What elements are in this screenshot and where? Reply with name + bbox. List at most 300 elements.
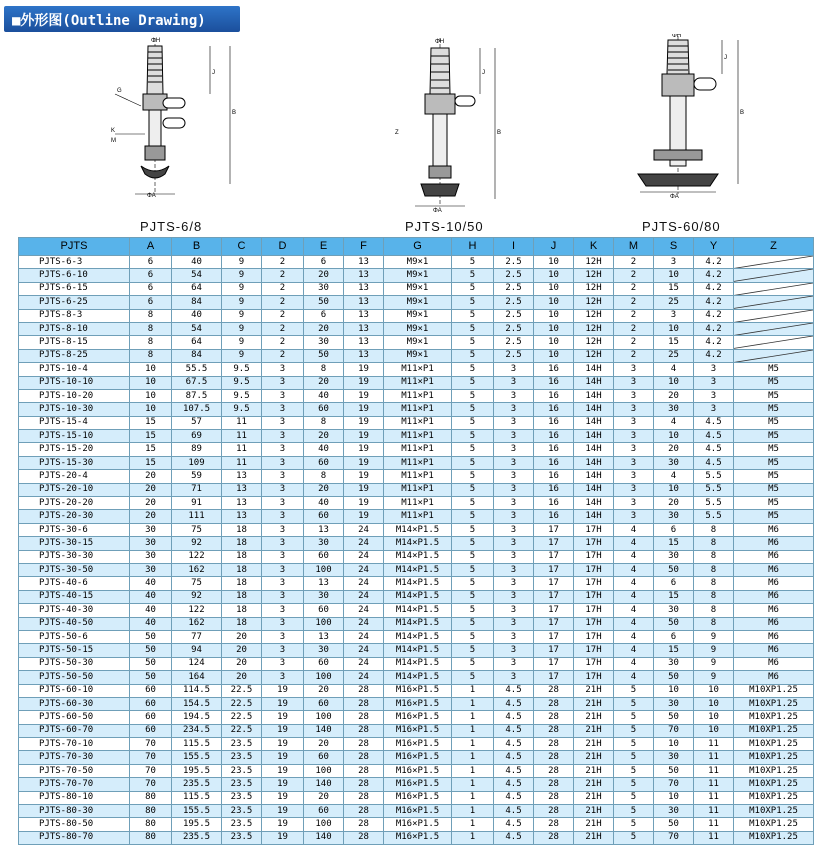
model-cell: PJTS-30-30 — [19, 550, 130, 563]
table-cell: 13 — [222, 470, 262, 483]
model-cell: PJTS-60-70 — [19, 724, 130, 737]
table-cell: M16×P1.5 — [384, 805, 452, 818]
table-cell: 30 — [304, 336, 344, 349]
model-cell: PJTS-60-10 — [19, 684, 130, 697]
model-cell: PJTS-15-30 — [19, 456, 130, 469]
table-cell: 107.5 — [172, 403, 222, 416]
table-cell: 87.5 — [172, 389, 222, 402]
table-cell: 3 — [262, 604, 304, 617]
table-cell: 3 — [494, 389, 534, 402]
table-cell: M11×P1 — [384, 363, 452, 376]
table-cell: 162 — [172, 617, 222, 630]
table-cell: 13 — [304, 630, 344, 643]
table-cell: 19 — [262, 697, 304, 710]
model-cell: PJTS-10-30 — [19, 403, 130, 416]
model-cell: PJTS-30-6 — [19, 523, 130, 536]
table-cell: 19 — [262, 711, 304, 724]
table-cell: 4.2 — [694, 349, 734, 362]
table-cell: 6 — [654, 577, 694, 590]
table-cell: 12H — [574, 269, 614, 282]
model-cell: PJTS-6-3 — [19, 256, 130, 269]
table-cell: 40 — [304, 497, 344, 510]
table-cell: 70 — [130, 751, 172, 764]
table-cell: 8 — [694, 604, 734, 617]
table-cell: M6 — [734, 630, 814, 643]
table-cell: 16 — [534, 403, 574, 416]
table-cell: 8 — [694, 523, 734, 536]
table-cell: 8 — [304, 470, 344, 483]
table-cell: 24 — [344, 590, 384, 603]
table-cell: 14H — [574, 456, 614, 469]
table-cell: 20 — [304, 791, 344, 804]
table-cell: 4 — [614, 537, 654, 550]
table-cell: 8 — [130, 349, 172, 362]
table-cell: 10 — [534, 256, 574, 269]
table-cell: 19 — [262, 764, 304, 777]
table-cell: 3 — [494, 510, 534, 523]
table-cell: 14H — [574, 430, 614, 443]
table-cell: 9 — [694, 671, 734, 684]
table-cell: 57 — [172, 416, 222, 429]
table-cell: 4.5 — [694, 430, 734, 443]
table-cell: 40 — [304, 443, 344, 456]
table-cell: 235.5 — [172, 831, 222, 844]
table-cell: 18 — [222, 617, 262, 630]
table-cell: 60 — [304, 550, 344, 563]
table-cell: 3 — [614, 483, 654, 496]
table-cell: 60 — [304, 697, 344, 710]
table-cell: 10 — [694, 697, 734, 710]
table-cell: 3 — [262, 456, 304, 469]
table-cell: 3 — [262, 617, 304, 630]
table-cell: 2 — [262, 322, 304, 335]
table-cell: 14H — [574, 483, 614, 496]
table-cell: 30 — [654, 403, 694, 416]
table-cell: 3 — [494, 617, 534, 630]
table-cell: 14H — [574, 443, 614, 456]
svg-text:ΦH: ΦH — [672, 34, 682, 39]
table-cell: 4.2 — [694, 282, 734, 295]
table-cell: 75 — [172, 523, 222, 536]
table-cell: 13 — [344, 282, 384, 295]
table-cell: 3 — [494, 630, 534, 643]
table-cell — [734, 256, 814, 269]
table-cell: 40 — [130, 590, 172, 603]
model-cell: PJTS-40-15 — [19, 590, 130, 603]
table-cell: 13 — [304, 577, 344, 590]
table-cell: 17H — [574, 671, 614, 684]
table-cell: 4.2 — [694, 322, 734, 335]
section-title: ■外形图(Outline Drawing) — [12, 13, 206, 29]
table-cell: 5 — [614, 724, 654, 737]
table-cell: 10 — [130, 403, 172, 416]
table-cell: 80 — [130, 818, 172, 831]
table-cell: M5 — [734, 363, 814, 376]
table-cell: 13 — [344, 309, 384, 322]
table-cell: 3 — [262, 430, 304, 443]
table-cell: 3 — [614, 430, 654, 443]
table-row — [19, 630, 814, 643]
table-cell: 28 — [344, 764, 384, 777]
table-cell: 4 — [614, 577, 654, 590]
table-cell: 19 — [262, 831, 304, 844]
table-cell: M10XP1.25 — [734, 738, 814, 751]
table-cell: 140 — [304, 831, 344, 844]
table-cell: 19 — [344, 456, 384, 469]
na-slash — [734, 323, 813, 335]
table-cell: 10 — [534, 309, 574, 322]
table-cell: 3 — [262, 644, 304, 657]
model-cell: PJTS-50-6 — [19, 630, 130, 643]
table-cell: 10 — [534, 322, 574, 335]
table-cell: 28 — [344, 738, 384, 751]
table-cell: 12H — [574, 309, 614, 322]
table-cell: M9×1 — [384, 309, 452, 322]
table-cell: 4.2 — [694, 336, 734, 349]
model-cell: PJTS-8-15 — [19, 336, 130, 349]
model-cell: PJTS-40-30 — [19, 604, 130, 617]
table-cell: 9 — [694, 657, 734, 670]
table-cell: 16 — [534, 443, 574, 456]
table-cell: 2 — [262, 309, 304, 322]
column-header: C — [222, 238, 262, 256]
table-cell: M5 — [734, 403, 814, 416]
table-cell: M10XP1.25 — [734, 711, 814, 724]
table-cell: 2.5 — [494, 256, 534, 269]
table-cell: 4 — [614, 590, 654, 603]
table-cell: 4.5 — [494, 831, 534, 844]
table-cell: 24 — [344, 644, 384, 657]
table-row — [19, 563, 814, 576]
table-cell: 16 — [534, 483, 574, 496]
na-slash — [734, 310, 813, 322]
table-cell: 17H — [574, 577, 614, 590]
table-cell: 15 — [130, 443, 172, 456]
table-cell: 11 — [222, 456, 262, 469]
table-cell: 70 — [654, 831, 694, 844]
model-cell: PJTS-20-4 — [19, 470, 130, 483]
table-cell: 3 — [654, 256, 694, 269]
table-cell: 3 — [614, 456, 654, 469]
table-cell: 3 — [654, 309, 694, 322]
table-cell: 10 — [654, 376, 694, 389]
table-row — [19, 363, 814, 376]
table-cell: 5 — [452, 657, 494, 670]
table-cell: 19 — [344, 430, 384, 443]
table-cell: M14×P1.5 — [384, 577, 452, 590]
table-cell: 28 — [344, 818, 384, 831]
table-cell: 24 — [344, 604, 384, 617]
table-cell: 5 — [452, 510, 494, 523]
model-cell: PJTS-20-10 — [19, 483, 130, 496]
table-cell: 17H — [574, 644, 614, 657]
svg-text:J: J — [724, 55, 727, 61]
table-cell: 10 — [654, 738, 694, 751]
table-cell: 14H — [574, 403, 614, 416]
table-cell: 16 — [534, 497, 574, 510]
table-cell: 50 — [654, 617, 694, 630]
column-header: G — [384, 238, 452, 256]
table-cell: 10 — [694, 724, 734, 737]
table-cell: M10XP1.25 — [734, 805, 814, 818]
table-cell: 11 — [694, 751, 734, 764]
table-cell: 20 — [304, 430, 344, 443]
table-cell: M9×1 — [384, 336, 452, 349]
table-cell: 15 — [130, 430, 172, 443]
table-cell: 3 — [494, 430, 534, 443]
table-cell: 3 — [694, 376, 734, 389]
table-row — [19, 657, 814, 670]
table-row — [19, 697, 814, 710]
table-cell: 3 — [262, 497, 304, 510]
table-cell: 2 — [262, 282, 304, 295]
table-cell: 4 — [614, 657, 654, 670]
table-cell: 60 — [304, 805, 344, 818]
table-cell: 3 — [494, 416, 534, 429]
table-cell: 19 — [262, 818, 304, 831]
model-cell: PJTS-60-30 — [19, 697, 130, 710]
table-cell: 9 — [222, 296, 262, 309]
table-cell: 8 — [694, 537, 734, 550]
model-cell: PJTS-80-70 — [19, 831, 130, 844]
table-cell: 28 — [534, 724, 574, 737]
table-cell: 21H — [574, 697, 614, 710]
table-cell: 40 — [172, 256, 222, 269]
column-header: D — [262, 238, 304, 256]
table-cell — [734, 336, 814, 349]
caption-pjts-10-50: PJTS-10/50 — [405, 219, 484, 234]
table-cell: 24 — [344, 550, 384, 563]
model-cell: PJTS-50-30 — [19, 657, 130, 670]
model-cell: PJTS-20-30 — [19, 510, 130, 523]
table-cell: 28 — [344, 831, 384, 844]
table-cell: 5 — [452, 523, 494, 536]
drawing-pjts-60-80 — [620, 34, 760, 199]
table-cell: 5 — [614, 697, 654, 710]
table-cell: 21H — [574, 684, 614, 697]
table-cell: 5.5 — [694, 497, 734, 510]
table-cell: 40 — [130, 617, 172, 630]
table-cell: M6 — [734, 577, 814, 590]
table-cell: 18 — [222, 563, 262, 576]
column-header: K — [574, 238, 614, 256]
table-cell: 2 — [614, 336, 654, 349]
table-cell: 10 — [694, 711, 734, 724]
table-cell: 5 — [452, 376, 494, 389]
table-cell: 20 — [222, 644, 262, 657]
table-cell: M6 — [734, 617, 814, 630]
table-cell: M16×P1.5 — [384, 697, 452, 710]
table-cell: 1 — [452, 778, 494, 791]
table-cell: 3 — [494, 363, 534, 376]
table-cell: 21H — [574, 751, 614, 764]
table-cell — [734, 349, 814, 362]
table-cell: 5 — [452, 604, 494, 617]
table-row — [19, 831, 814, 844]
table-cell: 9 — [694, 630, 734, 643]
table-cell: 21H — [574, 831, 614, 844]
table-cell: 23.5 — [222, 818, 262, 831]
svg-text:B: B — [497, 130, 502, 136]
table-cell: 195.5 — [172, 764, 222, 777]
drawing-pjts-6-8 — [105, 34, 245, 199]
table-cell: 11 — [222, 416, 262, 429]
model-cell: PJTS-80-30 — [19, 805, 130, 818]
model-cell: PJTS-20-20 — [19, 497, 130, 510]
model-cell: PJTS-50-50 — [19, 671, 130, 684]
table-cell: 1 — [452, 711, 494, 724]
table-cell: 2 — [614, 309, 654, 322]
model-cell: PJTS-70-30 — [19, 751, 130, 764]
table-cell: 12H — [574, 349, 614, 362]
table-cell: 100 — [304, 818, 344, 831]
table-cell: 3 — [694, 389, 734, 402]
table-cell: 15 — [654, 644, 694, 657]
table-cell: 11 — [222, 443, 262, 456]
table-cell: 4 — [614, 617, 654, 630]
model-cell: PJTS-50-15 — [19, 644, 130, 657]
table-cell: 11 — [694, 831, 734, 844]
table-cell: 3 — [494, 403, 534, 416]
table-cell: 30 — [304, 537, 344, 550]
table-cell: 2.5 — [494, 309, 534, 322]
table-cell: 20 — [130, 497, 172, 510]
table-cell: M14×P1.5 — [384, 657, 452, 670]
table-cell: 4.5 — [494, 791, 534, 804]
table-cell: 18 — [222, 537, 262, 550]
table-cell: 16 — [534, 510, 574, 523]
table-cell: M9×1 — [384, 256, 452, 269]
column-header: A — [130, 238, 172, 256]
table-row — [19, 510, 814, 523]
table-cell: 92 — [172, 537, 222, 550]
table-cell: 21H — [574, 791, 614, 804]
table-cell: 91 — [172, 497, 222, 510]
table-cell: 5 — [614, 684, 654, 697]
table-cell: 20 — [130, 483, 172, 496]
table-cell: 2 — [262, 336, 304, 349]
table-cell: 20 — [304, 269, 344, 282]
table-cell: 28 — [534, 684, 574, 697]
table-cell: 9.5 — [222, 403, 262, 416]
table-cell: 12H — [574, 336, 614, 349]
table-cell: 20 — [222, 671, 262, 684]
table-cell: 28 — [534, 805, 574, 818]
table-cell: 3 — [262, 550, 304, 563]
table-cell: 89 — [172, 443, 222, 456]
table-cell: M9×1 — [384, 349, 452, 362]
model-cell: PJTS-6-25 — [19, 296, 130, 309]
table-cell: 8 — [694, 617, 734, 630]
table-cell: 24 — [344, 523, 384, 536]
table-cell: 30 — [130, 523, 172, 536]
table-cell: 30 — [130, 550, 172, 563]
table-cell: 6 — [130, 282, 172, 295]
table-cell: 1 — [452, 764, 494, 777]
table-cell: 3 — [262, 470, 304, 483]
table-cell: 19 — [344, 403, 384, 416]
table-cell: M5 — [734, 443, 814, 456]
table-cell: 194.5 — [172, 711, 222, 724]
table-cell: 14H — [574, 376, 614, 389]
table-cell: M10XP1.25 — [734, 724, 814, 737]
table-cell: 60 — [304, 657, 344, 670]
table-cell: M16×P1.5 — [384, 818, 452, 831]
table-cell: 19 — [262, 751, 304, 764]
table-cell: 10 — [534, 296, 574, 309]
table-cell: M14×P1.5 — [384, 523, 452, 536]
table-cell: 100 — [304, 671, 344, 684]
table-cell: 64 — [172, 282, 222, 295]
table-cell: 2 — [262, 349, 304, 362]
table-cell: 8 — [130, 322, 172, 335]
table-cell — [734, 322, 814, 335]
model-cell: PJTS-30-50 — [19, 563, 130, 576]
table-cell: M14×P1.5 — [384, 550, 452, 563]
table-cell: 17 — [534, 537, 574, 550]
table-cell: 5 — [452, 671, 494, 684]
table-cell: 5 — [614, 805, 654, 818]
table-cell: 12H — [574, 296, 614, 309]
table-cell: 2 — [614, 282, 654, 295]
table-cell: 3 — [262, 671, 304, 684]
table-cell: 4 — [614, 523, 654, 536]
table-row — [19, 322, 814, 335]
table-cell: 10 — [654, 684, 694, 697]
table-row — [19, 738, 814, 751]
table-cell: 4.5 — [494, 805, 534, 818]
table-cell: 3 — [494, 376, 534, 389]
table-cell: 19 — [344, 363, 384, 376]
table-cell: 14H — [574, 510, 614, 523]
table-cell: M6 — [734, 644, 814, 657]
table-cell: 30 — [654, 657, 694, 670]
table-cell: 28 — [534, 764, 574, 777]
table-cell: 155.5 — [172, 751, 222, 764]
table-cell: 2.5 — [494, 336, 534, 349]
table-cell: M11×P1 — [384, 430, 452, 443]
table-cell — [734, 296, 814, 309]
table-cell: 4 — [614, 644, 654, 657]
table-cell: 22.5 — [222, 684, 262, 697]
table-cell: 16 — [534, 456, 574, 469]
table-cell: M14×P1.5 — [384, 671, 452, 684]
table-cell: 17 — [534, 563, 574, 576]
table-cell: 100 — [304, 563, 344, 576]
table-cell: M16×P1.5 — [384, 831, 452, 844]
table-cell: 19 — [262, 791, 304, 804]
table-cell: 4.5 — [694, 443, 734, 456]
table-cell: 40 — [304, 389, 344, 402]
table-cell: 16 — [534, 376, 574, 389]
table-cell: M6 — [734, 550, 814, 563]
table-cell: M14×P1.5 — [384, 604, 452, 617]
table-cell: 5 — [452, 322, 494, 335]
table-cell: 1 — [452, 831, 494, 844]
table-cell: 2 — [614, 349, 654, 362]
table-cell: 15 — [130, 456, 172, 469]
table-cell: 15 — [654, 537, 694, 550]
table-cell: 28 — [344, 751, 384, 764]
table-cell: 162 — [172, 563, 222, 576]
table-row — [19, 349, 814, 362]
table-cell: 3 — [262, 630, 304, 643]
model-cell: PJTS-30-15 — [19, 537, 130, 550]
table-cell: 6 — [130, 269, 172, 282]
table-row — [19, 483, 814, 496]
table-cell: 3 — [262, 523, 304, 536]
table-cell: M10XP1.25 — [734, 818, 814, 831]
